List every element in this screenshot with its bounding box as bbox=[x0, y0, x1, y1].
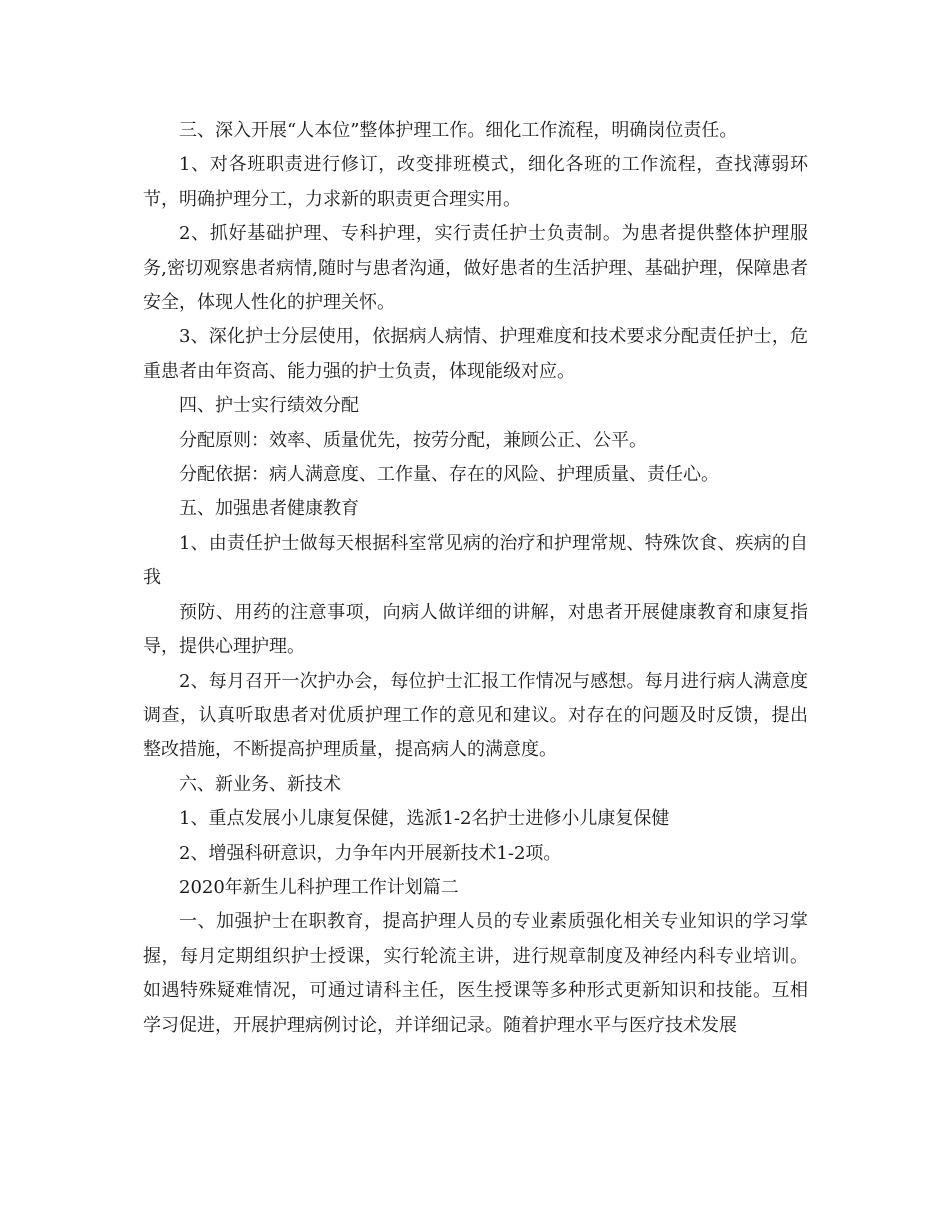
paragraph: 2、增强科研意识，力争年内开展新技术1-2项。 bbox=[179, 842, 562, 864]
paragraph: 分配依据：病人满意度、工作量、存在的风险、护理质量、责任心。 bbox=[179, 464, 719, 486]
document-subtitle: 2020年新生儿科护理工作计划篇二 bbox=[179, 876, 459, 898]
section-heading-4: 四、护士实行绩效分配 bbox=[179, 395, 359, 417]
section-heading-3: 三、深入开展“人本位”整体护理工作。细化工作流程，明确岗位责任。 bbox=[179, 120, 738, 141]
paragraph: 1、重点发展小儿康复保健，选派1-2名护士进修小儿康复保健 bbox=[179, 808, 670, 830]
document-body bbox=[143, 114, 808, 1043]
paragraph: 1、对各班职责进行修订，改变排班模式，细化各班的工作流程，查找薄弱环节，明确护理分工，力求新的职责更合理实用。 bbox=[143, 154, 808, 210]
paragraph: 分配原则：效率、质量优先，按劳分配，兼顾公正、公平。 bbox=[179, 429, 647, 451]
paragraph: 1、由责任护士做每天根据科室常见病的治疗和护理常规、特殊饮食、疾病的自我 bbox=[143, 532, 808, 589]
paragraph: 3、深化护士分层使用，依据病人病情、护理难度和技术要求分配责任护士，危重患者由年资高、能力强的护士负责，体现能级对应。 bbox=[143, 326, 808, 382]
paragraph: 2、抓好基础护理、专科护理，实行责任护士负责制。为患者提供整体护理服务,密切观察患者病情,随时与患者沟通，做好患者的生活护理、基础护理，保障患者安全，体现人性化的护理关怀。 bbox=[143, 223, 808, 314]
section-heading-6: 六、新业务、新技术 bbox=[179, 773, 341, 795]
section-heading-5: 五、加强患者健康教育 bbox=[179, 498, 359, 520]
paragraph: 2、每月召开一次护办会，每位护士汇报工作情况与感想。每月进行病人满意度调查，认真听取患者对优质护理工作的意见和建议。对存在的问题及时反馈，提出整改措施，不断提高护理质量，提高病人的满意度。 bbox=[143, 670, 808, 761]
paragraph: 预防、用药的注意事项，向病人做详细的讲解，对患者开展健康教育和康复指导，提供心理护理。 bbox=[143, 601, 808, 658]
paragraph: 一、加强护士在职教育，提高护理人员的专业素质强化相关专业知识的学习掌握，每月定期组织护士授课，实行轮流主讲，进行规章制度及神经内科专业培训。如遇特殊疑难情况，可通过请科主任，医生授课等多种形式更新知识和技能。互相学习促进，开展护理病例讨论，并详细记录。随着护理水平与医疗技术发展 bbox=[143, 911, 808, 1036]
